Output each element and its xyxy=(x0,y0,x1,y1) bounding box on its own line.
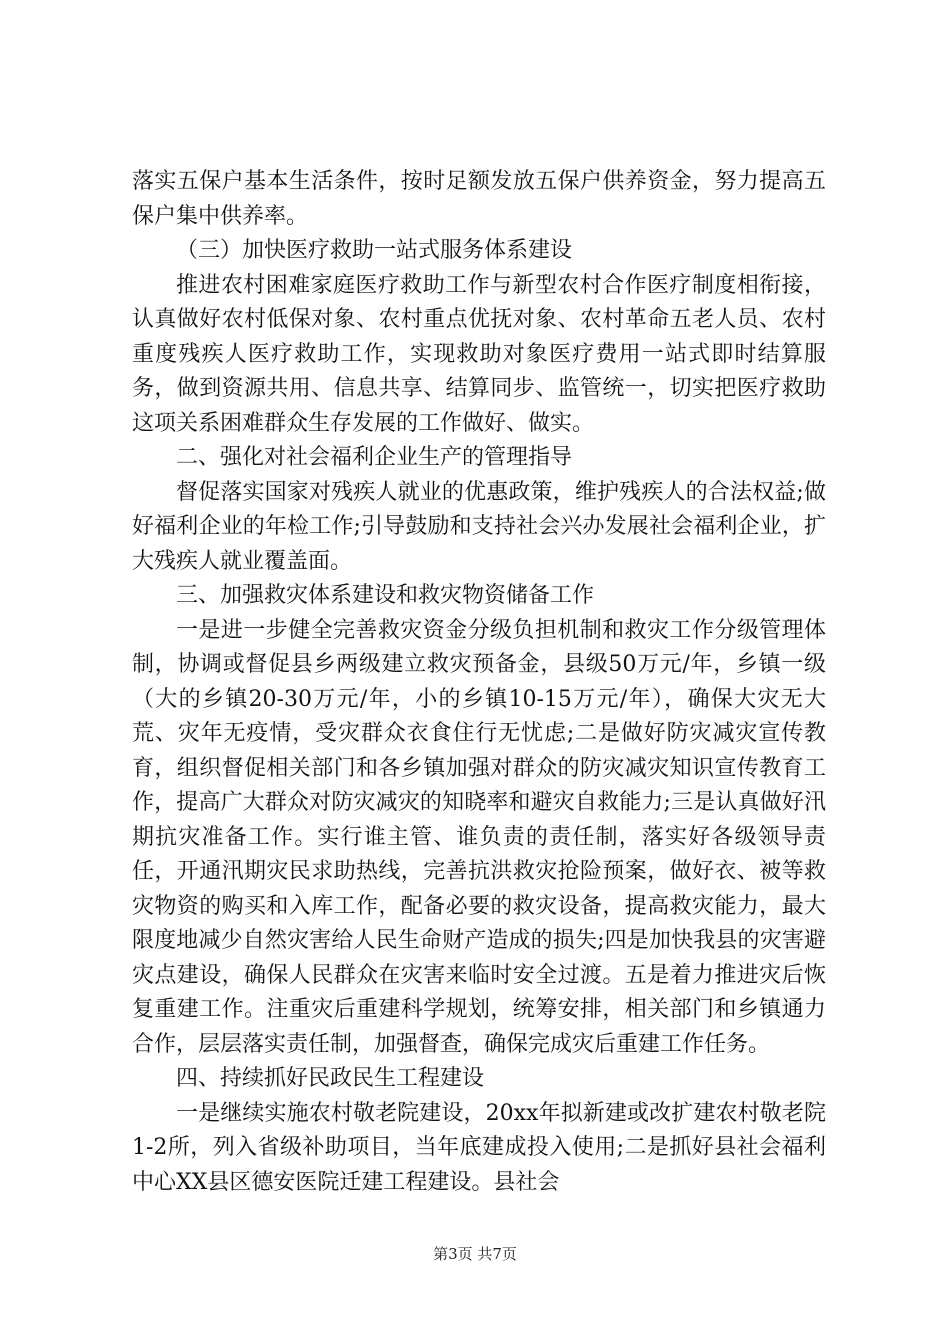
paragraph-welfare-enterprise: 督促落实国家对残疾人就业的优惠政策，维护残疾人的合法权益;做好福利企业的年检工作;引导鼓励和支持社会兴办发展社会福利企业，扩大残疾人就业覆盖面。 xyxy=(132,479,826,574)
section-heading-disaster-relief: 三、加强救灾体系建设和救灾物资储备工作 xyxy=(176,583,595,608)
document-body xyxy=(132,165,826,1200)
paragraph-1: 落实五保户基本生活条件，按时足额发放五保户供养资金，努力提高五保户集中供养率。 xyxy=(132,169,826,229)
paragraph-medical-aid: 推进农村困难家庭医疗救助工作与新型农村合作医疗制度相衔接，认真做好农村低保对象、农村重点优抚对象、农村革命五老人员、农村重度残疾人医疗救助工作，实现救助对象医疗费用一站式即时结算服务，做到资源共用、信息共享、结算同步、监管统一，切实把医疗救助这项关系困难群众生存发展的工作做好、做实。 xyxy=(132,272,826,436)
section-heading-livelihood-projects: 四、持续抓好民政民生工程建设 xyxy=(176,1066,485,1091)
page-number-footer: 第3页 共7页 xyxy=(433,1245,517,1263)
paragraph-livelihood-projects: 一是继续实施农村敬老院建设，20xx年拟新建或改扩建农村敬老院1-2所，列入省级补助项目，当年底建成投入使用;二是抓好县社会福利中心XX县区德安医院迁建工程建设。县社会 xyxy=(132,1100,826,1195)
paragraph-disaster-relief: 一是进一步健全完善救灾资金分级负担机制和救灾工作分级管理体制，协调或督促县乡两级建立救灾预备金，县级50万元/年，乡镇一级（大的乡镇20-30万元/年，小的乡镇10-15万元/年），确保大灾无大荒、灾年无疫情，受灾群众衣食住行无忧虑;二是做好防灾减灾宣传教育，组织督促相关部门和各乡镇加强对群众的防灾减灾知识宣传教育工作，提高广大群众对防灾减灾的知晓率和避灾自救能力;三是认真做好汛期抗灾准备工作。实行谁主管、谁负责的责任制，落实好各级领导责任，开通汛期灾民求助热线，完善抗洪救灾抢险预案，做好衣、被等救灾物资的购买和入库工作，配备必要的救灾设备，提高救灾能力，最大限度地减少自然灾害给人民生命财产造成的损失;四是加快我县的灾害避灾点建设，确保人民群众在灾害来临时安全过渡。五是着力推进灾后恢复重建工作。注重灾后重建科学规划，统筹安排，相关部门和乡镇通力合作，层层落实责任制，加强督查，确保完成灾后重建工作任务。 xyxy=(132,617,826,1057)
section-heading-medical-aid: （三）加快医疗救助一站式服务体系建设 xyxy=(176,238,573,263)
section-heading-welfare-enterprise: 二、强化对社会福利企业生产的管理指导 xyxy=(176,445,573,470)
